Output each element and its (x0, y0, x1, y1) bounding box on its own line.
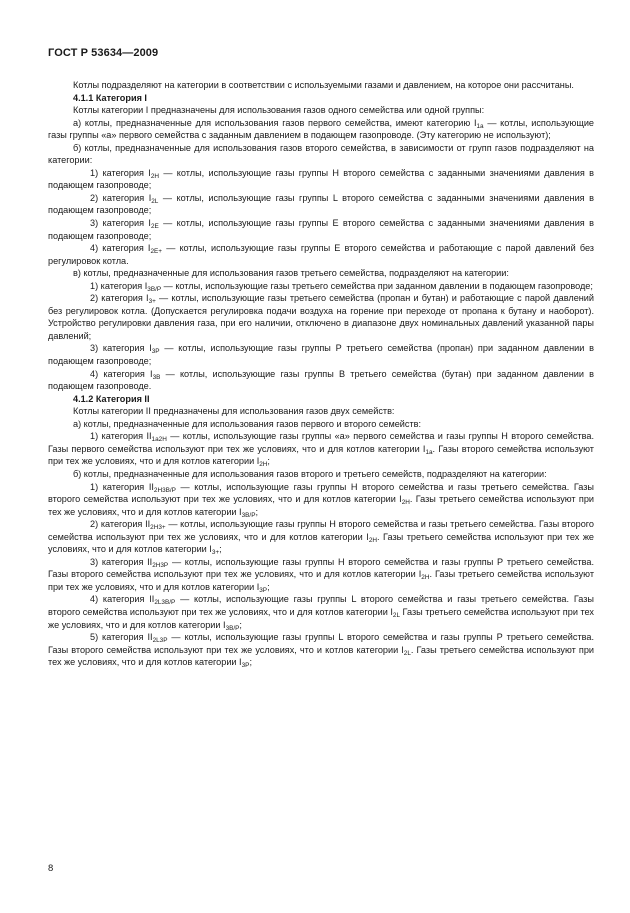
section-4-1-2-lead: Котлы категории II предназначены для использования газов двух семейств: (73, 406, 395, 417)
s411-item-b: б) котлы, предназначенные для использования газов второго семейства, в зависимости от групп газов подразделяют на категории: (48, 142, 594, 166)
s411-item-a: а) котлы, предназначенные для использования газов первого семейства, имеют категорию $I_{1a}$ — котлы, использующие газы группы «а» первого семейства с заданным давлением в подающем газопроводе. (Эту категорию не используют); (48, 117, 594, 141)
document-body (48, 79, 594, 669)
s412-item-b3: 3) категория $II_{2H3P}$ — котлы, использующие газы группы Н второго семейства и газы группы Р третьего семейства. Газы второго семейства используют при тех же условиях, что и для котлов категории $I_{2H}$. Газы третьего семейства используют при тех же условиях, что и для котлов категории $I_{3P}$; (48, 556, 595, 594)
s412-item-a: а) котлы, предназначенные для использования газов первого и второго семейств: (73, 418, 422, 429)
s412-item-b2: 2) категория $II_{2H3+}$ — котлы, использующие газы группы Н второго семейства и газы третьего семейства. Газы второго семейства используют при тех же условиях, что и для котлов категории $I_{2H}$. Газы третьего семейства используют при тех же условиях, что и для котлов категории $I_{3+}$; (48, 519, 594, 557)
s411-item-v1: 1) категория $I_{3B/P}$ — котлы, использующие газы третьего семейства при заданном давлении в подающем газопроводе; (90, 280, 593, 293)
s411-item-b4: 4) категория $I_{2E+}$ — котлы, использующие газы группы Е второго семейства и работающие с парой давлений без регулировок котла. (48, 243, 594, 266)
s411-item-v3: 3) категория $I_{3P}$ — котлы, использующие газы группы Р третьего семейства (пропан) при заданном давлении в подающем газопроводе; (48, 343, 594, 367)
standard-id: ГОСТ Р 53634—2009 (48, 47, 159, 59)
s411-item-v2: 2) категория $I_{3+}$ — котлы, использующие газы третьего семейства (пропан и бутан) и работающие с парой давлений без регулировок котла. (Допускается регулировка подачи воздуха на горение при переходе от пропана к бутану и наоборот). Устройство регулировки давления газа, при его наличии, отключено в диапазоне двух номинальных давлений указанной пары давлений; (48, 293, 594, 341)
section-4-1-2-heading: 4.1.2 Категория II (73, 393, 150, 404)
section-4-1-1-heading: 4.1.1 Категория I (73, 92, 147, 103)
s412-item-b: б) котлы, предназначенные для использования газов второго и третьего семейств, подразделяют на категории: (73, 468, 547, 479)
page-number: 8 (48, 863, 54, 874)
s411-item-v4: 4) категория $I_{3B}$ — котлы, использующие газы группы В третьего семейства (бутан) при заданном давлении в подающем газопроводе. (48, 368, 594, 392)
s412-item-b1: 1) категория $II_{2H3B/P}$ — котлы, использующие газы группы Н второго семейства и газы третьего семейства. Газы второго семейства используют при тех же условиях, что и для котлов категории $I_{2H}$. Газы третьего семейства используют при тех же условиях, что и для котлов категории $I_{3B/P}$; (48, 481, 595, 519)
s412-item-a1: 1) категория $II_{1a2H}$ — котлы, использующие газы группы «а» первого семейства и газы группы Н второго семейства. Газы первого семейства используют при тех же условиях, что и для котлов категории $I_{1a}$. Газы второго семейства используют при тех же условиях, что и для котлов категории $I_{2H}$; (48, 431, 594, 469)
s411-item-b1: 1) категория $I_{2H}$ — котлы, использующие газы группы Н второго семейства с заданными значениями давления в подающем газопроводе; (48, 167, 594, 191)
s411-item-b2: 2) категория $I_{2L}$ — котлы, использующие газы группы L второго семейства с заданными значениями давления в подающем газопроводе; (48, 192, 594, 216)
s412-item-b4: 4) категория $II_{2L3B/P}$ — котлы, использующие газы группы L второго семейства и газы третьего семейства. Газы второго семейства используют при тех же условиях, что и для котлов категории $I_{2L}$ Газы третьего семейства используют при тех же условиях, что и для котлов категории $I_{3B/P}$; (48, 594, 594, 632)
s411-item-v: в) котлы, предназначенные для использования газов третьего семейства, подразделяют на категории: (73, 268, 509, 279)
intro-paragraph: Котлы подразделяют на категории в соответствии с используемыми газами и давлением, на которое они рассчитаны. (73, 80, 574, 90)
section-4-1-1-lead: Котлы категории I предназначены для использования газов одного семейства или одной группы: (73, 105, 485, 116)
s411-item-b3: 3) категория $I_{2E}$ — котлы, использующие газы группы Е второго семейства с заданными значениями давления в подающем газопроводе; (48, 218, 594, 241)
s412-item-b5: 5) категория $II_{2L3P}$ — котлы, использующие газы группы L второго семейства и газы группы Р третьего семейства. Газы второго семейства используют при тех же условиях, что и котлов категории $I_{2L}$. Газы третьего семейства используют при тех же условиях, что и для котлов категории $I_{3P}$; (48, 632, 594, 670)
